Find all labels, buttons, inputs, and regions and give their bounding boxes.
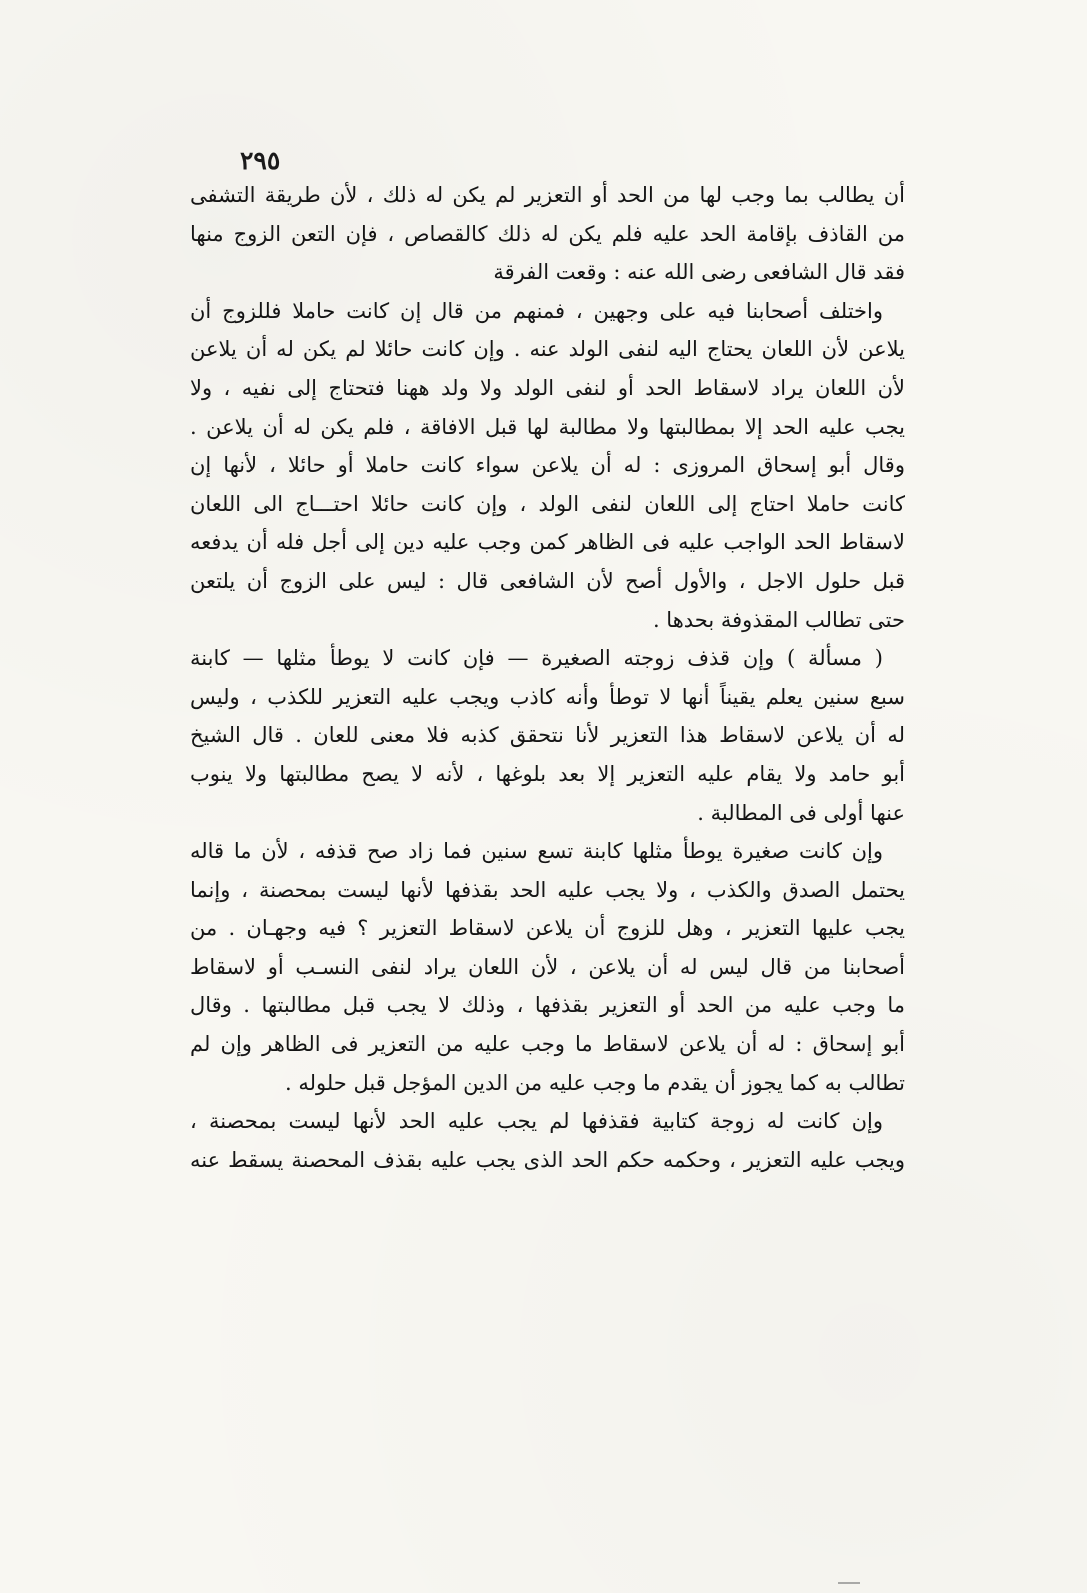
text-line: أن يطالب بما وجب لها من الحد أو التعزير لم يكن له ذلك ، لأن طريقة التشفى	[190, 183, 905, 207]
text-line: يحتمل الصدق والكذب ، ولا يجب عليه الحد بقذفها لأنها ليست بمحصنة ، وإنما	[190, 877, 905, 902]
text-line: ( مسألة ) وإن قذف زوجته الصغيرة — فإن كانت لا يوطأ مثلها — كابنة	[190, 646, 883, 671]
text-line: تطالب به كما يجوز أن يقدم ما وجب عليه من الدين المؤجل قبل حلوله .	[284, 1070, 905, 1095]
text-line: وقال أبو إسحاق المروزى : له أن يلاعن سواء كانت حاملا أو حائلا ، لأنها إن	[190, 453, 905, 478]
text-line: يجب عليه الحد إلا بمطالبتها ولا مطالبة لها قبل الافاقة ، فلم يكن له أن يلاعن .	[190, 414, 905, 439]
text-line: يلاعن لأن اللعان يحتاج اليه لنفى الولد عنه . وإن كانت حائلا لم يكن له أن يلاعن	[190, 337, 905, 362]
body-text	[190, 176, 905, 1179]
text-line: كانت حاملا احتاج إلى اللعان لنفى الولد ، وإن كانت حائلا احتـــاج الى اللعان	[190, 491, 905, 516]
text-line: حتى تطالب المقذوفة بحدها .	[652, 607, 905, 632]
text-line: له أن يلاعن لاسقاط هذا التعزير لأنا نتحقق كذبه فلا معنى للعان . قال الشيخ	[190, 723, 905, 748]
text-line: أبو حامد ولا يقام عليه التعزير إلا بعد بلوغها ، لأنه لا يصح مطالبتها ولا ينوب	[190, 761, 905, 786]
text-line: يجب عليها التعزير ، وهل للزوج أن يلاعن لاسقاط التعزير ؟ فيه وجهـان . من	[190, 916, 905, 941]
text-line: وإن كانت صغيرة يوطأ مثلها كابنة تسع سنين فما زاد صح قذفه ، لأن ما قاله	[190, 839, 883, 864]
text-line: واختلف أصحابنا فيه على وجهين ، فمنهم من قال إن كانت حاملا فللزوج أن	[190, 298, 883, 323]
text-line: عنها أولى فى المطالبة .	[697, 800, 905, 825]
text-line: أبو إسحاق : له أن يلاعن لاسقاط ما وجب عليه من التعزير فى الظاهر وإن لم	[190, 1032, 905, 1057]
text-line: قبل حلول الاجل ، والأول أصح لأن الشافعى قال : ليس على الزوج أن يلتعن	[190, 568, 905, 593]
text-line: لأن اللعان يراد لاسقاط الحد أو لنفى الولد ولا ولد ههنا فتحتاج إلى نفيه ، ولا	[190, 375, 905, 400]
text-line: سبع سنين يعلم يقيناً أنها لا توطأ وأنه كاذب ويجب عليه التعزير للكذب ، وليس	[190, 684, 905, 709]
text-line: فقد قال الشافعى رضى الله عنه : وقعت الفرقة	[493, 260, 905, 285]
text-line: من القاذف بإقامة الحد عليه فلم يكن له ذلك كالقصاص ، فإن التعن الزوج منها	[190, 221, 905, 246]
page-edge-mark	[838, 1582, 860, 1584]
text-line: وإن كانت له زوجة كتابية فقذفها لم يجب عليه الحد لأنها ليست بمحصنة ،	[190, 1109, 883, 1134]
text-line: لاسقاط الحد الواجب عليه فى الظاهر كمن وجب عليه دين إلى أجل فله أن يدفعه	[190, 530, 905, 555]
text-line: أصحابنا من قال ليس له أن يلاعن ، لأن اللعان يراد لنفى النسـب أو لاسقاط	[190, 954, 905, 979]
text-line: ويجب عليه التعزير ، وحكمه حكم الحد الذى يجب عليه بقذف المحصنة يسقط عنه	[190, 1147, 905, 1172]
text-line: ما وجب عليه من الحد أو التعزير بقذفها ، وذلك لا يجب قبل مطالبتها . وقال	[190, 993, 905, 1018]
page-number: ٢٩٥	[240, 146, 281, 175]
